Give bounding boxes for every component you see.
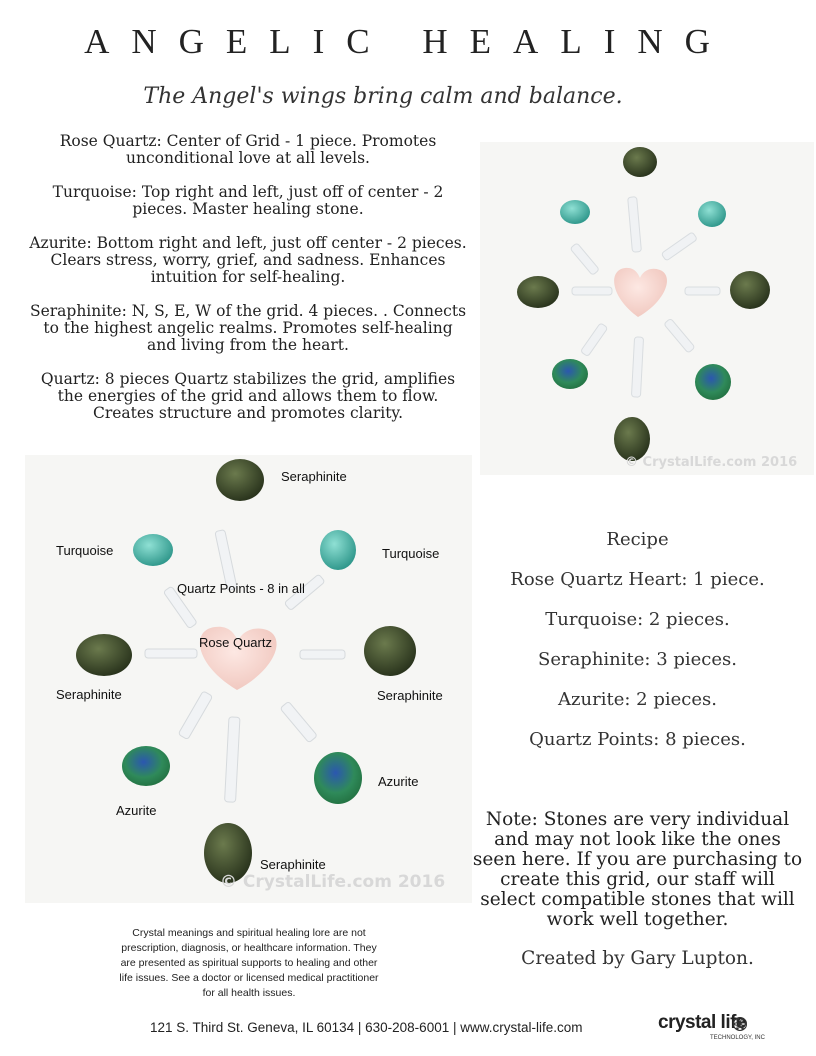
azurite-east [314, 752, 362, 804]
recipe-item: Seraphinite: 3 pieces. [537, 649, 737, 670]
description-seraphinite: Seraphinite: N, S, E, W of the grid. 4 pieces. . Connects to the highest angelic realms. Promotes self-healing and living from the heart. [29, 302, 467, 354]
label-turquoise-east: Turquoise [382, 546, 440, 561]
recipe-item: Azurite: 2 pieces. [558, 689, 717, 710]
label-turquoise-west: Turquoise [56, 543, 114, 558]
azurite-west [122, 746, 170, 786]
label-seraphinite-east: Seraphinite [377, 688, 443, 703]
recipe-item: Quartz Points: 8 pieces. [529, 729, 746, 750]
turquoise-east [320, 530, 356, 570]
description-quartz: Quartz: 8 pieces Quartz stabilizes the grid, amplifies the energies of the grid and allows them to flow. Creates structure and promotes clarity. [40, 370, 456, 422]
label-azurite-west: Azurite [116, 803, 157, 818]
watermark-small: © CrystalLife.com 2016 [625, 455, 798, 470]
label-seraphinite-north: Seraphinite [281, 469, 347, 484]
label-azurite-east: Azurite [378, 774, 419, 789]
page-title: ANGELIC HEALING [84, 22, 732, 61]
grid-photo-labelled [25, 455, 472, 903]
seraphinite-north [216, 459, 264, 501]
recipe-heading: Recipe [606, 529, 669, 550]
description-turquoise: Turquoise: Top right and left, just off of center - 2 pieces. Master healing stone. [52, 183, 444, 218]
label-seraphinite-west: Seraphinite [56, 687, 122, 702]
recipe-item: Turquoise: 2 pieces. [545, 609, 730, 630]
seraphinite-east [364, 626, 416, 676]
description-rose-quartz: Rose Quartz: Center of Grid - 1 piece. Promotes unconditional love at all levels. [59, 132, 437, 167]
page-subtitle: The Angel's wings bring calm and balance. [143, 84, 623, 109]
author-credit: Created by Gary Lupton. [521, 948, 754, 969]
logo-name: crystal life [658, 1012, 746, 1033]
recipe-section [470, 526, 805, 766]
label-seraphinite-south: Seraphinite [260, 857, 326, 872]
rose-quartz-heart-small [614, 268, 667, 317]
crystal-flower-icon [732, 1016, 748, 1032]
logo-subtitle: TECHNOLOGY, INC [710, 1035, 765, 1041]
health-disclaimer: Crystal meanings and spiritual healing lore are not prescription, diagnosis, or healthcare information. They are presented as spiritual supports to healing and other life issues. See a doctor or licensed medical practitioner for all health issues. [119, 927, 379, 999]
label-quartz-points: Quartz Points - 8 in all [177, 581, 305, 596]
seraphinite-west [76, 634, 132, 676]
description-azurite: Azurite: Bottom right and left, just off center - 2 pieces. Clears stress, worry, grief, and sadness. Enhances intuition for self-healing. [29, 234, 467, 286]
note-text: Note: Stones are very individual and may not look like the ones seen here. If you are purchasing to create this grid, our staff will select compatible stones that will work well together. [472, 809, 803, 930]
stone-descriptions [28, 133, 468, 439]
recipe-item: Rose Quartz Heart: 1 piece. [510, 569, 765, 590]
watermark-main: © CrystalLife.com 2016 [220, 872, 446, 892]
turquoise-west [133, 534, 173, 566]
label-rose-quartz: Rose Quartz [199, 635, 272, 650]
footer-contact: 121 S. Third St. Geneva, IL 60134 | 630-208-6001 | www.crystal-life.com [150, 1020, 583, 1035]
grid-photo-small [480, 142, 814, 475]
company-logo [658, 1012, 788, 1046]
